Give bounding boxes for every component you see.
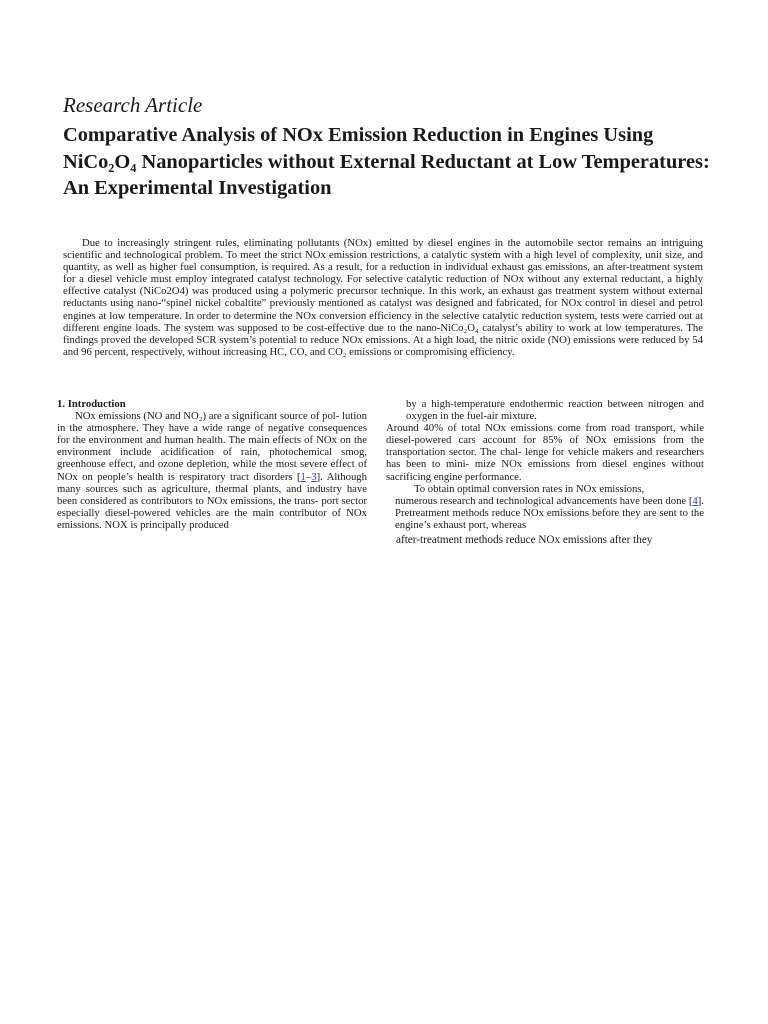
article-type-label: Research Article [63, 93, 203, 117]
citation-link-3[interactable]: 3 [311, 470, 317, 483]
citation-dash: – [305, 470, 312, 483]
section-heading-introduction: 1. Introduction [57, 398, 126, 410]
intro-p3-text-a: numerous research and technological advancements have been done [ [395, 494, 693, 507]
citation-link-4[interactable]: 4 [692, 494, 698, 507]
intro-paragraph-2: Around 40% of total NOx emissions come from road transport, while diesel-powered cars account for 85% of NOx emissions from the transportation sector. The chal- lenge for vehicle makers and researchers has been to mini- mize NOx emissions from diesel engines without sacrificing engine performance. [386, 422, 704, 483]
paper-title: Comparative Analysis of NOx Emission Reduction in Engines Using NiCo₂O₄ Nanoparticles without External Reductant at Low Temperatures: An Experimental Investigation [63, 124, 710, 199]
citation-link-1[interactable]: 1 [300, 470, 306, 483]
intro-p3-text-b: ]. Pretreatment methods reduce NOx emissions before they are sent to the engine’s exhaust port, whereas [395, 494, 704, 531]
intro-p1-text-b: ]. Although many sources such as agriculture, thermal plants, and industry have been considered as contributors to NOx emissions, the trans- port sector especially diesel-powered vehicles are the main contributor of NOx emissions. NOX is principally produced [57, 470, 367, 531]
intro-paragraph-1 [57, 410, 367, 531]
intro-p3-first-line: To obtain optimal conversion rates in NOx emissions, [414, 482, 645, 495]
right-column [386, 398, 704, 547]
intro-paragraph-4: after-treatment methods reduce NOx emissions after they [396, 534, 653, 547]
intro-p1-text-a: NOx emissions (NO and NO₂) are a significant source of pol- lution in the atmosphere. They have a wide range of negative consequences for the environment and human health. The main effects of NOx on the environment include acidification of rain, photochemical smog, greenhouse effect, and ozone depletion, while the most severe effect of NOx on people’s health is respiratory tract disorders [ [57, 410, 367, 483]
intro-paragraph-3 [386, 483, 704, 531]
intro-paragraph-continued: by a high-temperature endothermic reaction between nitrogen and oxygen in the fuel-air mixture. [406, 398, 704, 423]
abstract: Due to increasingly stringent rules, eliminating pollutants (NOx) emitted by diesel engines in the automobile sector remains an intriguing scientific and technological problem. To meet the strict NOx emission restrictions, a catalytic system with a high level of complexity, unit size, and quantity, as well as higher fuel consumption, is required. As a result, for a reduction in individual exhaust gas emissions, an after-treatment system for a diesel vehicle must employ integrated catalyst technology. For selective catalytic reduction of NOx without any external reductant, a highly effective catalyst (NiCo2O4) was produced using a polymeric precursor technique. In this work, an exhaust gas treatment system without external reductants using nano-“spinel nickel cobaltite” previously mentioned as catalyst was designed and fabricated, for NOx control in diesel and petrol engines at low temperature. In order to determine the NOx conversion efficiency in the selective catalytic reduction system, tests were carried out at different engine loads. The system was supposed to be cost-effective due to the nano-NiCo₂O₄ catalyst’s ability to work at low temperatures. The findings proved the developed SCR system’s potential to reduce NOx emissions. At a high load, the nitric oxide (NO) emissions were reduced by 54 and 96 percent, respectively, without increasing HC, CO, and CO₂ emissions or compromising efficiency. [63, 237, 703, 358]
left-column [57, 398, 367, 531]
